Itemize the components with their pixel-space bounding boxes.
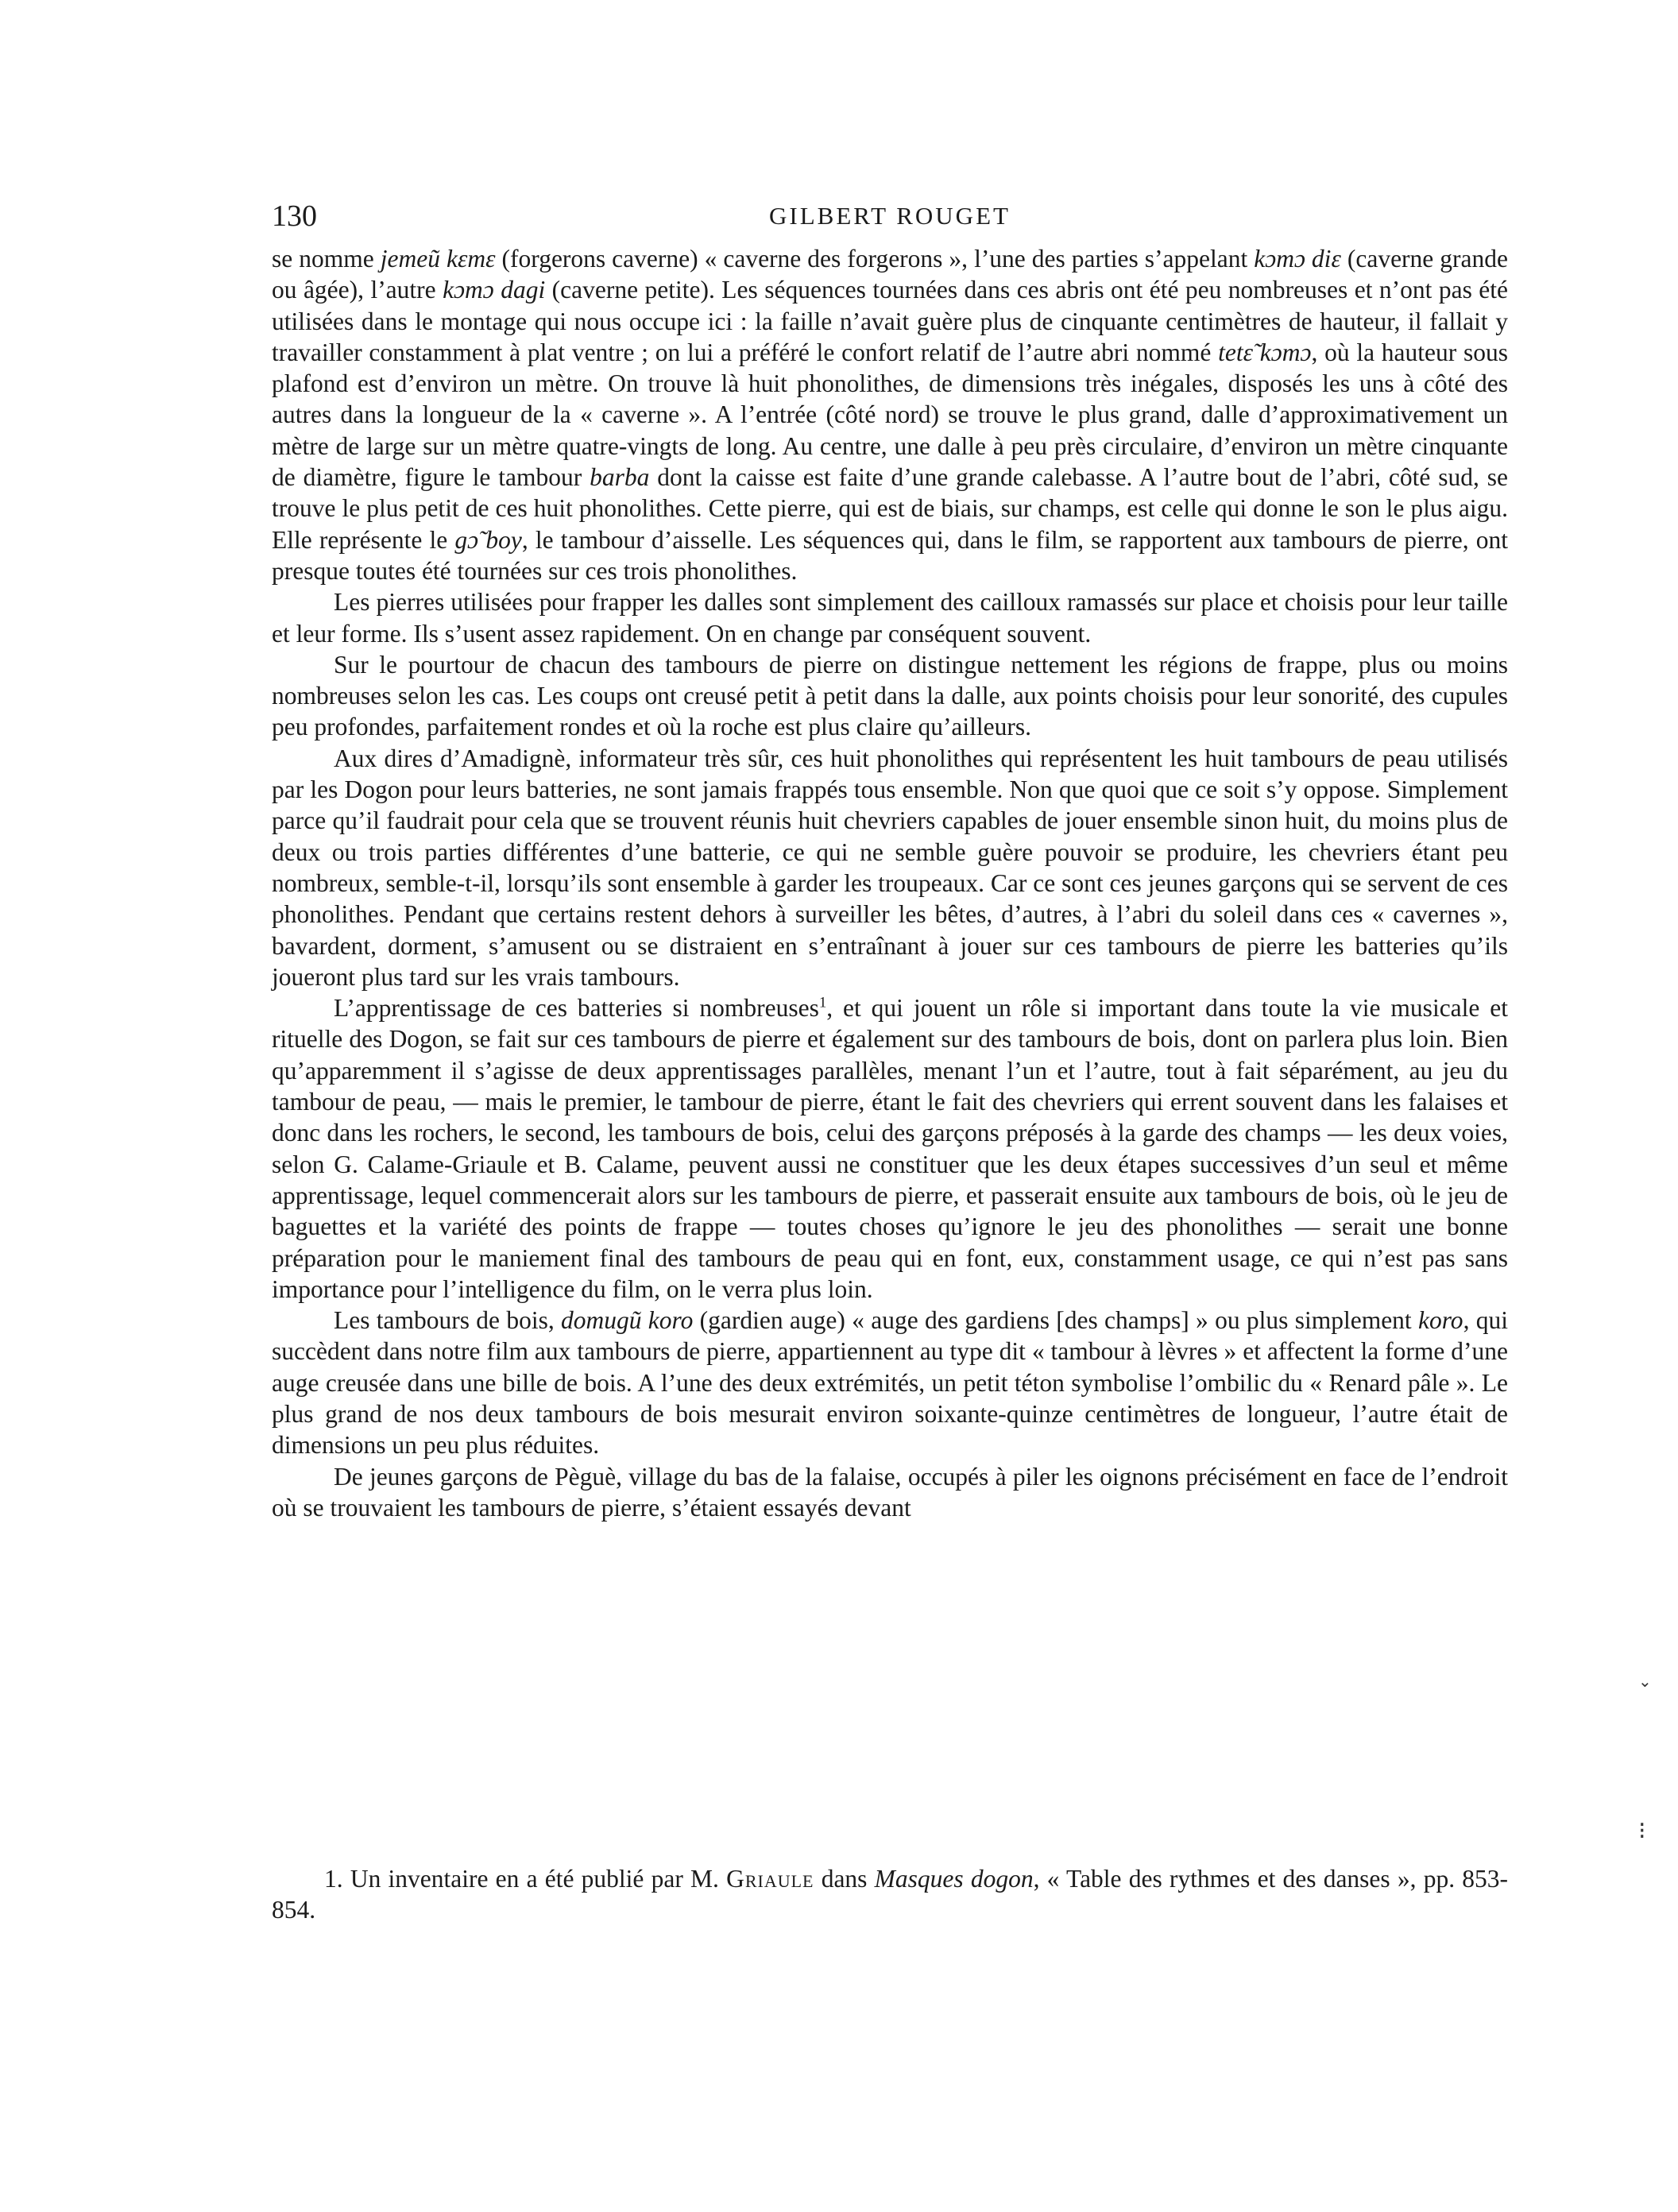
paragraph	[272, 1305, 1508, 1460]
text-run: Aux dires d’Amadignè, informateur très sûr, ces huit phonolithes qui représentent les huit tambours de peau utilisés par les Dogon pour leurs batteries, ne sont jamais frappés tous ensemble. Non que quoi que ce soit s’y oppose. Simplement parce qu’il faudrait pour cela que se trouvent réunis huit chevriers capables de jouer ensemble sinon huit, du moins plus de deux ou trois parties différentes d’une batterie, ce qui ne semble guère pouvoir se produire, les chevriers étant peu nombreux, semble-t-il, lorsqu’ils sont ensemble à garder les troupeaux. Car ce sont ces jeunes garçons qui se servent de ces phonolithes. Pendant que certains restent dehors à surveiller les bêtes, d’autres, à l’abri du soleil dans ces « cavernes », bavardent, dorment, s’amusent ou se distraient en s’entraînant à jouer sur ces tambours de pierre les batteries qu’ils joueront plus tard sur les vrais tambours.	[272, 744, 1508, 991]
text-run: (caverne petite). Les séquences tournées dans ces abris ont été peu nombreuses et n’ont pas été utilisées dans le montage qui nous occupe ici : la faille n’avait guère plus de cinquante centimètres de hauteur, il fallait y travailler constamment à plat ventre ; on lui a préféré le confort relatif de l’autre abri nommé	[272, 276, 1508, 366]
text-run: Sur le pourtour de chacun des tambours de pierre on distingue nettement les régions de frappe, plus ou moins nombreuses selon les cas. Les coups ont creusé petit à petit dans la dalle, aux points choisis pour leur sonorité, des cupules peu profondes, parfaitement rondes et où la roche est plus claire qu’ailleurs.	[272, 650, 1508, 741]
italic-term: kɔmɔ dagi	[443, 276, 546, 304]
italic-term: domugũ koro	[561, 1306, 694, 1335]
text-run: 1. Un inventaire en a été publié par M.	[324, 1865, 727, 1893]
text-run: (gardien auge) « auge des gardiens [des champs] » ou plus simplement	[693, 1306, 1418, 1335]
running-head	[272, 199, 1508, 234]
italic-term: tetɛ̃ kɔmɔ	[1218, 338, 1312, 366]
page-number: 130	[272, 199, 317, 233]
paragraph	[272, 1461, 1508, 1524]
paragraph	[272, 649, 1508, 743]
text-run: Les tambours de bois,	[334, 1306, 562, 1335]
text-run: Les pierres utilisées pour frapper les dalles sont simplement des cailloux ramassés sur place et choisis pour leur taille et leur forme. Ils s’usent assez rapidement. On en change par conséquent souvent.	[272, 588, 1508, 648]
body-text	[272, 243, 1508, 1523]
paragraph	[272, 992, 1508, 1305]
paragraph	[272, 243, 1508, 586]
italic-term: gɔ̃ boy	[454, 525, 522, 554]
text-run: , qui succèdent dans notre film aux tambours de pierre, appartiennent au type dit « tambour à lèvres » et affectent la forme d’une auge creusée dans une bille de bois. A l’une des deux extrémités, un petit téton symbolise l’ombilic du « Renard pâle ». Le plus grand de nos deux tambours de bois mesurait environ soixante-quinze centimètres de longueur, l’autre était de dimensions un peu plus réduites.	[272, 1306, 1508, 1460]
italic-term: Masques dogon	[874, 1865, 1034, 1893]
text-run: dans	[814, 1865, 875, 1893]
footnote-ref: 1	[818, 994, 827, 1011]
text-run: , et qui jouent un rôle si important dans toute la vie musicale et rituelle des Dogon, se fait sur ces tambours de pierre et également sur des tambours de bois, dont on parlera plus loin. Bien qu’apparemment il s’agisse de deux apprentissages parallèles, menant l’un et l’autre, tout à fait séparément, au jeu du tambour de peau, — mais le premier, le tambour de pierre, étant le fait des chevriers qui errent souvent dans les falaises et donc dans les rochers, le second, les tambours de bois, celui des garçons préposés à la garde des champs — les deux voies, selon G. Calame-Griaule et B. Calame, peuvent aussi ne constituer que les deux étapes successives d’un seul et même apprentissage, lequel commencerait alors sur les tambours de pierre, et passerait ensuite aux tambours de bois, où le jeu de baguettes et la variété des points de frappe — toutes choses qu’ignore le jeu des phonolithes — serait une bonne préparation pour le maniement final des tambours de peau qui en font, eux, constamment usage, ce qui n’est pas sans importance pour l’intelligence du film, on le verra plus loin.	[272, 994, 1509, 1303]
italic-term: jemeũ kɛmɛ	[380, 245, 496, 273]
text-run: , « Table des rythmes et des danses », pp. 853-854.	[272, 1865, 1509, 1924]
text-run: , le tambour d’aisselle. Les séquences qui, dans le film, se rapportent aux tambours de pierre, ont presque toutes été tournées sur ces trois phonolithes.	[272, 525, 1508, 585]
paragraph	[272, 743, 1508, 992]
italic-term: barba	[590, 463, 650, 492]
italic-term: koro	[1417, 1306, 1463, 1335]
margin-mark: ⁝	[1638, 1817, 1646, 1845]
footnote	[272, 1863, 1508, 1926]
text-run: L’apprentissage de ces batteries si nombreuses	[334, 994, 819, 1023]
running-title: GILBERT ROUGET	[769, 202, 1011, 230]
margin-mark: ⌄	[1638, 1672, 1652, 1691]
text-run: se nomme	[272, 245, 381, 273]
text-run: dont la caisse est faite d’une grande calebasse. A l’autre bout de l’abri, côté sud, se trouve le plus petit de ces huit phonolithes. Cette pierre, qui est de biais, sur champs, est celle qui donne le son le plus aigu. Elle représente le	[272, 463, 1509, 554]
author-name: Griaule	[726, 1865, 814, 1893]
paragraph	[272, 586, 1508, 649]
text-run: (caverne grande ou âgée), l’autre	[272, 245, 1508, 304]
text-run: (forgerons caverne) « caverne des forgerons », l’une des parties s’appelant	[495, 245, 1255, 273]
italic-term: kɔmɔ diɛ	[1254, 245, 1341, 273]
text-run: De jeunes garçons de Pèguè, village du bas de la falaise, occupés à piler les oignons précisément en face de l’endroit où se trouvaient les tambours de pierre, s’étaient essayés devant	[272, 1462, 1508, 1522]
text-run: , où la hauteur sous plafond est d’environ un mètre. On trouve là huit phonolithes, de dimensions très inégales, disposés les uns à côté des autres dans la longueur de la « caverne ». A l’entrée (côté nord) se trouve le plus grand, dalle d’approximativement un mètre de large sur un mètre quatre-vingts de long. Au centre, une dalle à peu près circulaire, d’environ un mètre cinquante de diamètre, figure le tambour	[272, 338, 1509, 492]
footnote-text	[272, 1863, 1508, 1926]
